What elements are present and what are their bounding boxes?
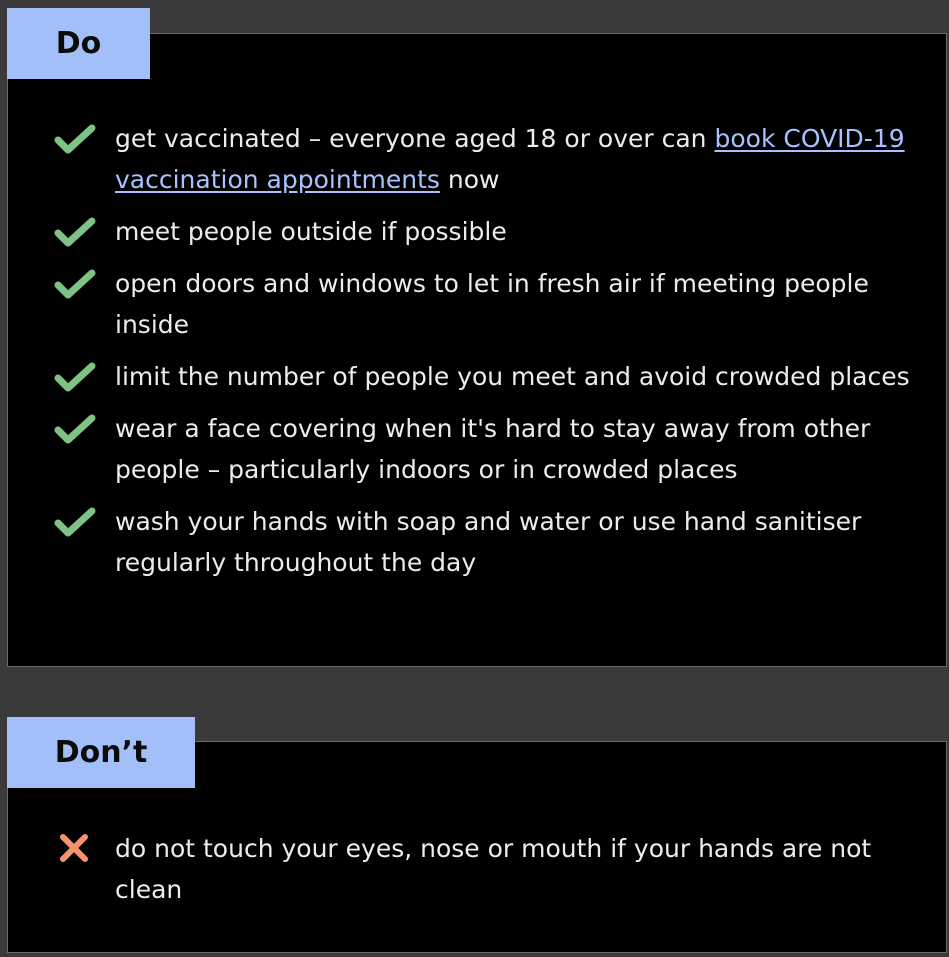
list-item xyxy=(8,211,946,252)
item-text: get vaccinated – everyone aged 18 or over can xyxy=(115,124,715,153)
dont-heading: Don’t xyxy=(7,717,195,788)
item-text: wear a face covering when it's hard to stay away from other people – particularly indoors or in crowded places xyxy=(115,414,871,484)
item-text: meet people outside if possible xyxy=(115,217,507,246)
list-item xyxy=(8,356,946,397)
check-icon xyxy=(54,217,96,247)
item-text: limit the number of people you meet and avoid crowded places xyxy=(115,362,910,391)
book-vaccination-link[interactable]: book COVID-19 vaccination appointments xyxy=(115,124,905,194)
dont-list xyxy=(8,828,946,921)
do-list xyxy=(8,118,946,594)
cross-icon xyxy=(54,834,96,864)
list-item xyxy=(8,828,946,910)
item-text: wash your hands with soap and water or use hand sanitiser regularly throughout the day xyxy=(115,507,862,577)
item-text: open doors and windows to let in fresh air if meeting people inside xyxy=(115,269,869,339)
do-panel xyxy=(7,33,947,667)
list-item xyxy=(8,263,946,345)
list-item xyxy=(8,118,946,200)
check-icon xyxy=(54,269,96,299)
item-text: now xyxy=(439,165,500,194)
item-text: do not touch your eyes, nose or mouth if your hands are not clean xyxy=(115,834,872,904)
do-heading: Do xyxy=(7,8,150,79)
check-icon xyxy=(54,507,96,537)
list-item xyxy=(8,501,946,583)
list-item xyxy=(8,408,946,490)
check-icon xyxy=(54,124,96,154)
check-icon xyxy=(54,362,96,392)
check-icon xyxy=(54,414,96,444)
